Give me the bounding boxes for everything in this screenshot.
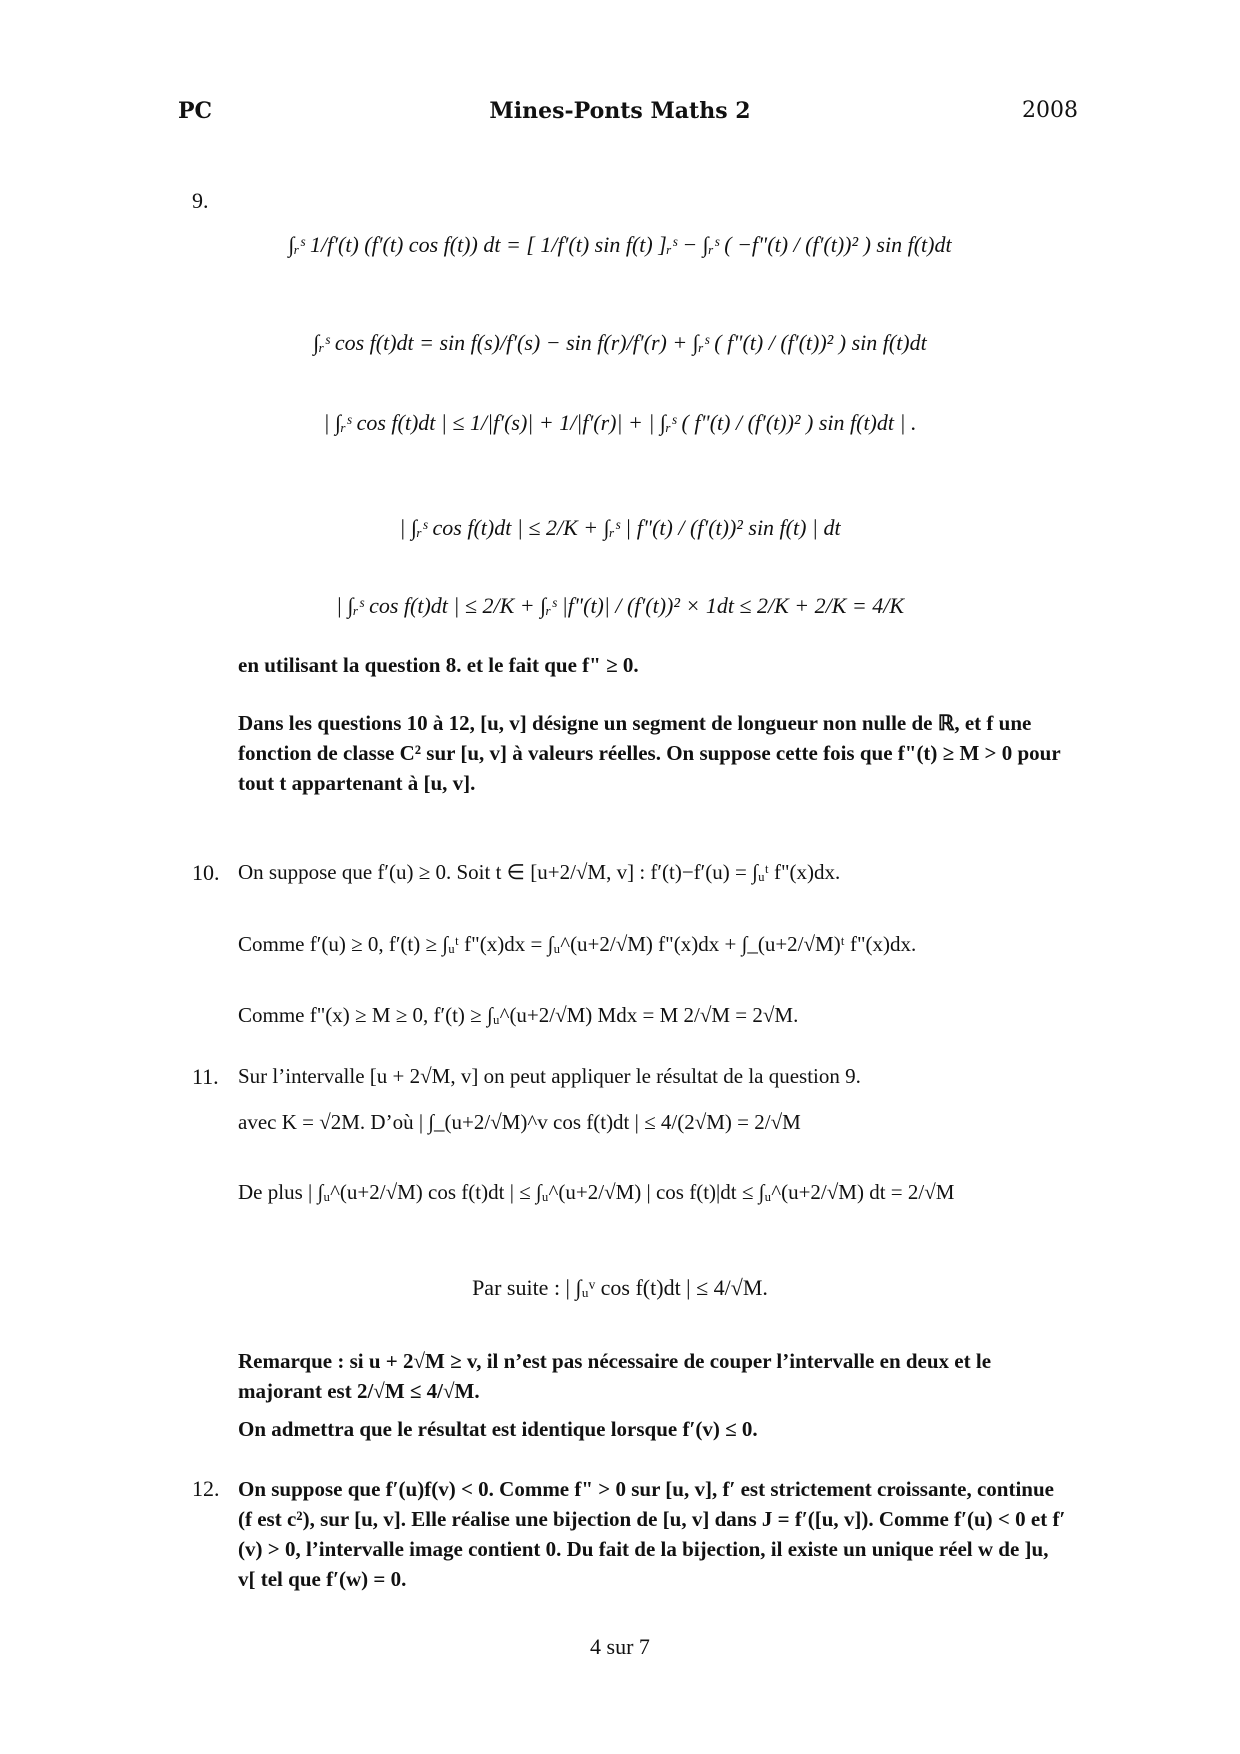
q11-remark: Remarque : si u + 2√M ≥ v, il n’est pas nécessaire de couper l’intervalle en deux et le majorant est 2/√M ≤ 4/√M.: [238, 1349, 992, 1403]
header-left: PC: [178, 98, 213, 124]
header-title: Mines-Ponts Maths 2: [489, 98, 751, 124]
q9-number: 9.: [192, 188, 209, 213]
q9-equation-1: ∫ᵣˢ 1/f′(t) (f′(t) cos f(t)) dt = [ 1/f′(t) sin f(t) ]ᵣˢ − ∫ᵣˢ ( −f"(t) / (f′(t))² ) sin f(t)dt: [288, 232, 952, 257]
q11-line-3: De plus | ∫ᵤ^(u+2/√M) cos f(t)dt | ≤ ∫ᵤ^(u+2/√M) | cos f(t)|dt ≤ ∫ᵤ^(u+2/√M) dt = 2/√M: [238, 1180, 955, 1204]
q10-line-2: Comme f′(u) ≥ 0, f′(t) ≥ ∫ᵤᵗ f"(x)dx = ∫ᵤ^(u+2/√M) f"(x)dx + ∫_(u+2/√M)ᵗ f"(x)dx.: [238, 932, 917, 956]
q11-number: 11.: [192, 1064, 219, 1089]
q11-line-4: Par suite : | ∫ᵤᵛ cos f(t)dt | ≤ 4/√M.: [472, 1275, 768, 1300]
q11-line-2: avec K = √2M. D’où | ∫_(u+2/√M)^v cos f(t)dt | ≤ 4/(2√M) = 2/√M: [238, 1110, 801, 1134]
q11-line-1: Sur l’intervalle [u + 2√M, v] on peut appliquer le résultat de la question 9.: [238, 1064, 861, 1088]
q9-conclusion: en utilisant la question 8. et le fait que f" ≥ 0.: [238, 653, 639, 677]
header-year: 2008: [1022, 98, 1078, 123]
q10-number: 10.: [192, 860, 220, 885]
page-footer: 4 sur 7: [590, 1634, 650, 1659]
q12-number: 12.: [192, 1476, 220, 1501]
q11-remark-2: On admettra que le résultat est identique lorsque f′(v) ≤ 0.: [238, 1417, 758, 1441]
q9-equation-5: | ∫ᵣˢ cos f(t)dt | ≤ 2/K + ∫ᵣˢ |f"(t)| / (f′(t))² × 1dt ≤ 2/K + 2/K = 4/K: [335, 593, 905, 618]
q9-equation-2: ∫ᵣˢ cos f(t)dt = sin f(s)/f′(s) − sin f(r)/f′(r) + ∫ᵣˢ ( f"(t) / (f′(t))² ) sin f(t)dt: [313, 330, 927, 355]
q10-line-1: On suppose que f′(u) ≥ 0. Soit t ∈ [u+2/√M, v] : f′(t)−f′(u) = ∫ᵤᵗ f"(x)dx.: [238, 860, 841, 884]
q10-line-3: Comme f"(x) ≥ M ≥ 0, f′(t) ≥ ∫ᵤ^(u+2/√M) Mdx = M 2/√M = 2√M.: [238, 1003, 799, 1027]
q9-equation-3: | ∫ᵣˢ cos f(t)dt | ≤ 1/|f′(s)| + 1/|f′(r)| + | ∫ᵣˢ ( f"(t) / (f′(t))² ) sin f(t)dt | .: [323, 410, 917, 435]
intro-paragraph: Dans les questions 10 à 12, [u, v] désigne un segment de longueur non nulle de ℝ, et f une fonction de classe C² sur [u, v] à valeurs réelles. On suppose cette fois que f"(t) ≥ M > 0 pour tout t appartenant à [u, v].: [238, 711, 1061, 795]
q12-text: On suppose que f′(u)f(v) < 0. Comme f" > 0 sur [u, v], f′ est strictement croissante, continue (f est c²), sur [u, v]. Elle réalise une bijection de [u, v] dans J = f′([u, v]). Comme f′(u) < 0 et f′(v) > 0, l’intervalle image contient 0. Du fait de la bijection, il existe un unique réel w de ]u, v[ tel que f′(w) = 0.: [238, 1477, 1066, 1591]
q9-equation-4: | ∫ᵣˢ cos f(t)dt | ≤ 2/K + ∫ᵣˢ | f"(t) / (f′(t))² sin f(t) | dt: [399, 515, 841, 540]
